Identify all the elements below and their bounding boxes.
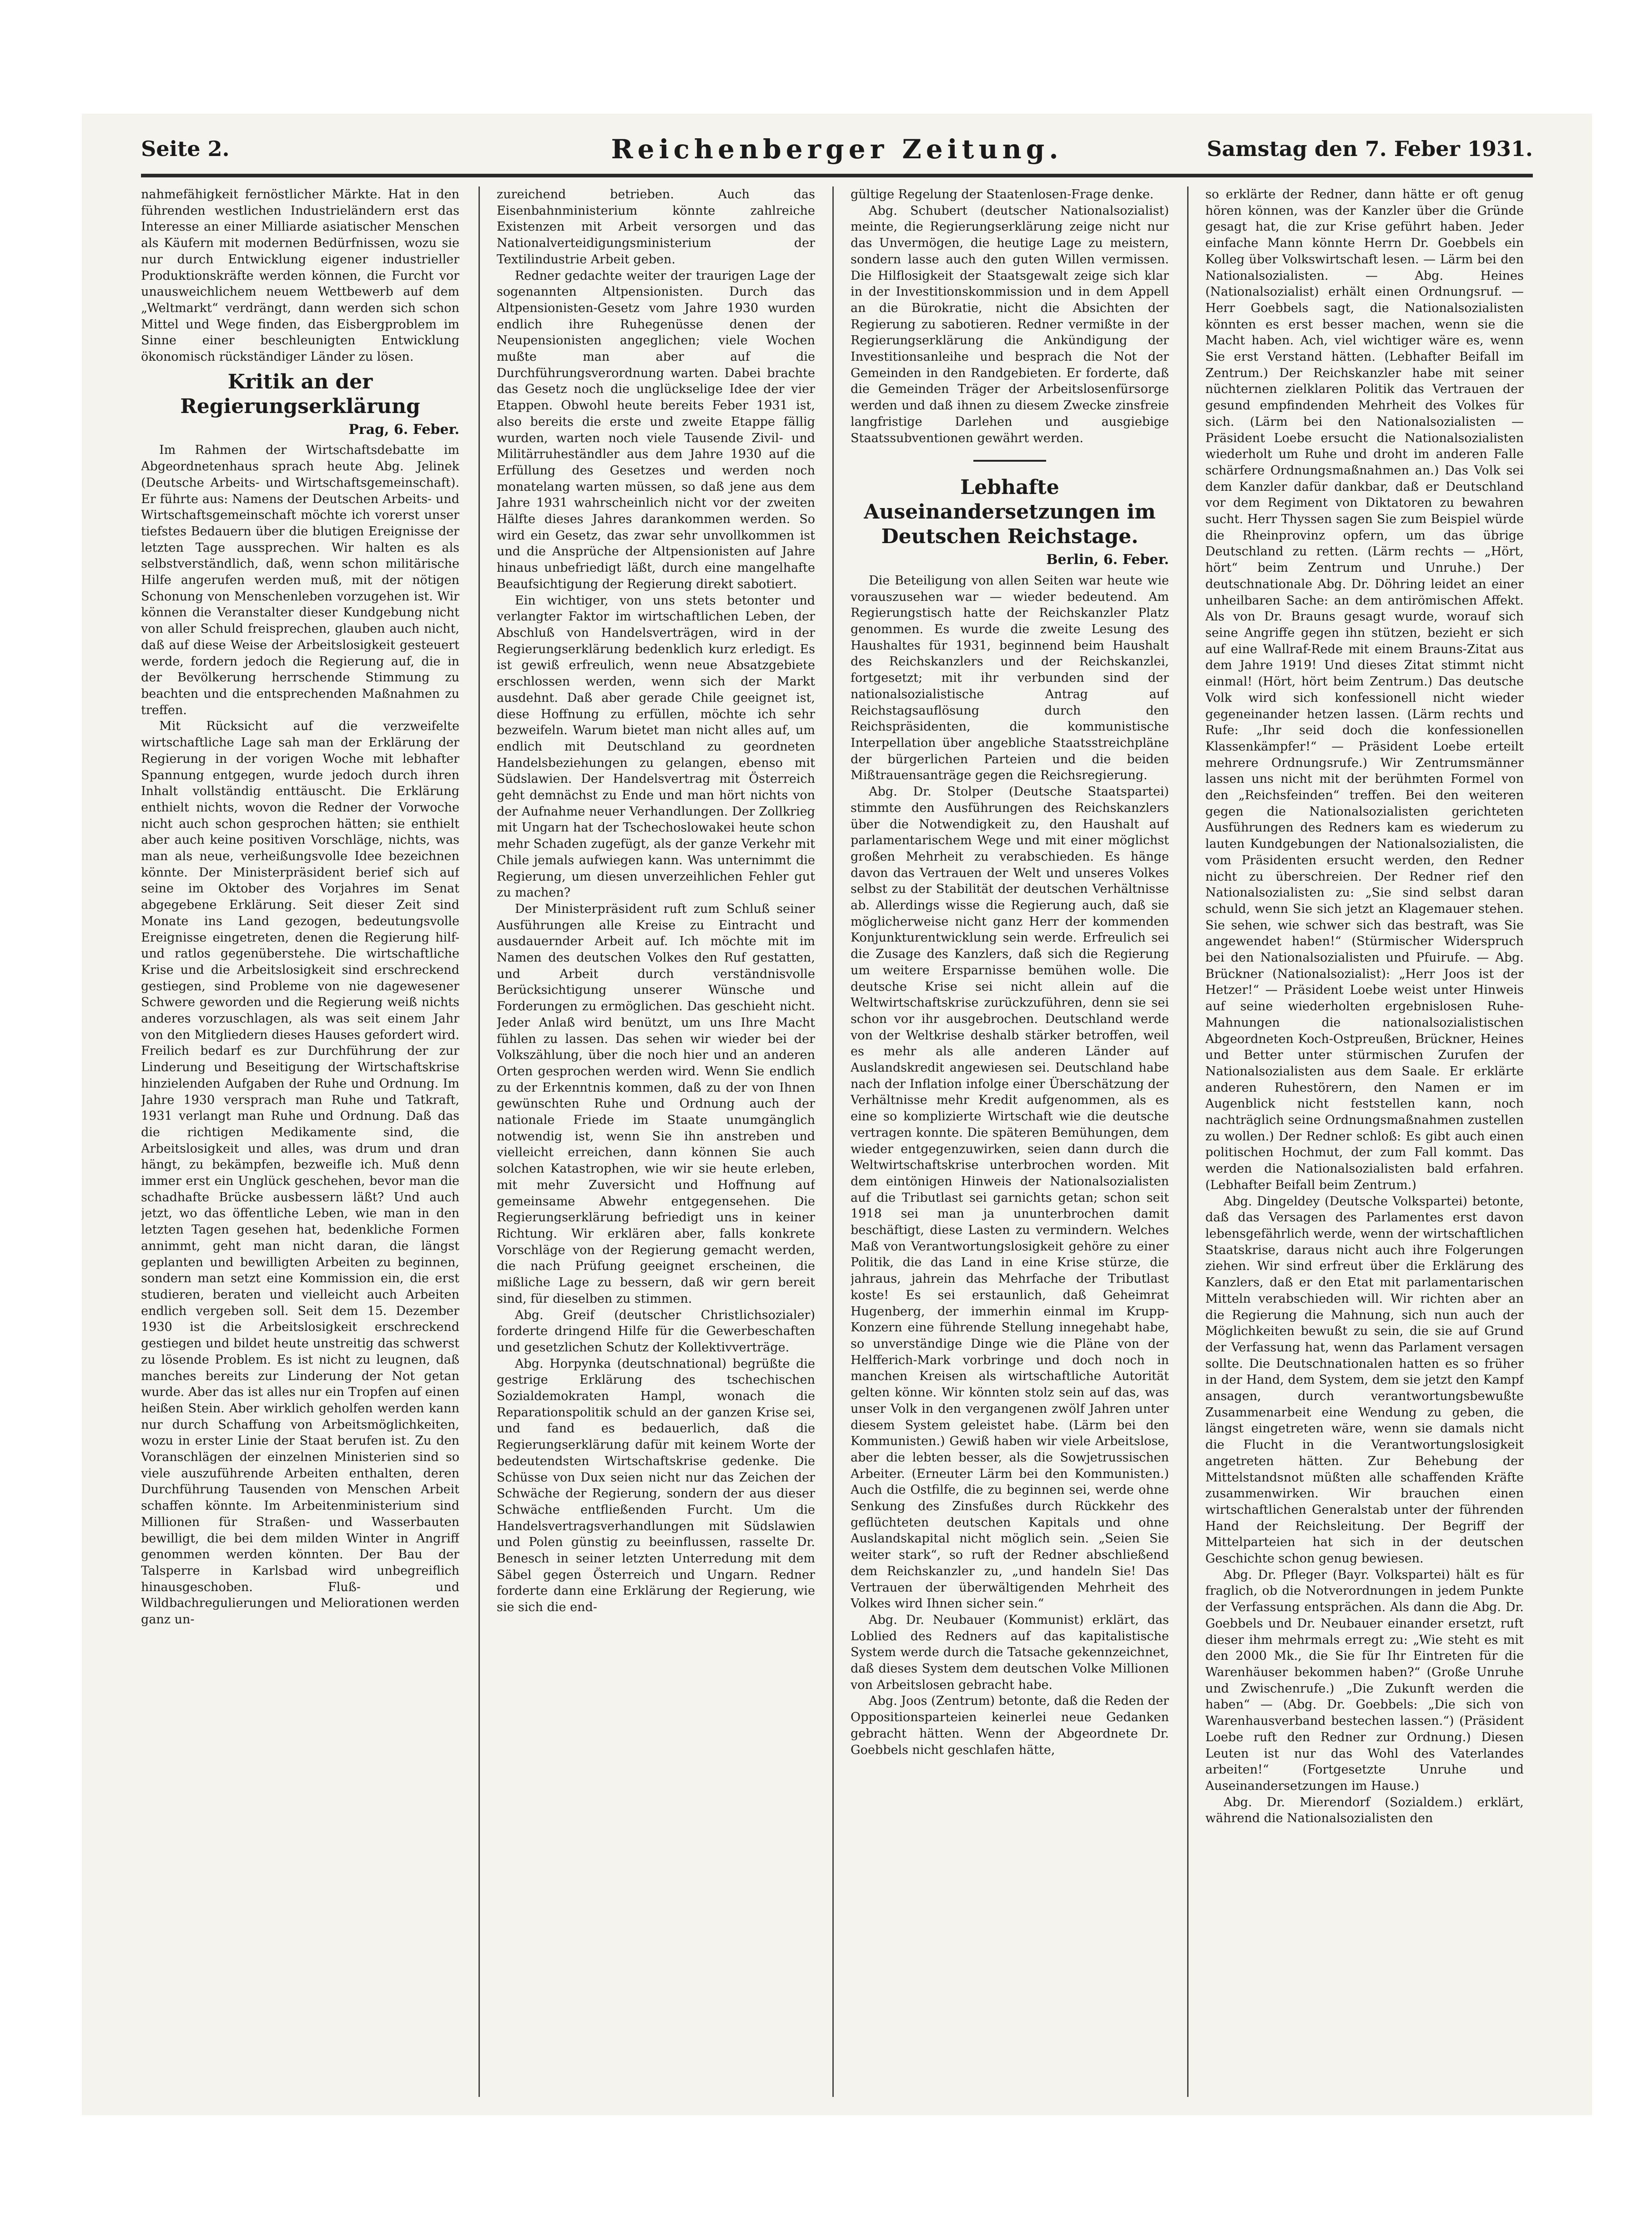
article-paragraph: Abg. Horpynka (deutschnational) begrüßte die gestrige Erklärung des tschechischen Sozialdemokraten Hampl, wonach die Reparationspolitik schuld an der ganzen Krise sei, und fand es bedauerlich, daß die Regierungserklärung dafür mit keinem Worte der bedeutendsten Wirtschaftskrise gedenke. Die Schüsse von Dux seien nicht nur das Zeichen der Schwäche der Regierung, sondern der aus dieser Schwäche entfließenden Furcht. Um die Handelsvertragsverhandlungen mit Südslawien und Polen günstig zu beeinflussen, rasselte Dr. Benesch in seiner letzten Unterredung mit dem Säbel gegen Österreich und Ungarn. Redner forderte dann eine Erklärung der Regierung, wie sie sich die end-	[497, 1356, 815, 1615]
column-2	[497, 186, 815, 2097]
article-paragraph: Abg. Dr. Pfleger (Bayr. Volkspartei) hält es für fraglich, ob die Notverordnungen in jedem Punkte der Verfassung entsprächen. Als dann die Abg. Dr. Goebbels und Dr. Neubauer einander ersetzt, ruft dieser ihm mehrmals erregt zu: „Wie steht es mit den 2000 Mk., die Sie für Ihr Eintreten für die Warenhäuser bekommen haben?“ (Große Unruhe und Zwischenrufe.) „Die Zukunft werden die haben“ — (Abg. Dr. Goebbels: „Die sich von Warenhausverband bestechen lassen.“) (Präsident Loebe ruft den Redner zur Ordnung.) Diesen Leuten ist nur das Wohl des Vaterlandes arbeiten!“ (Fortgesetzte Unruhe und Auseinandersetzungen im Hause.)	[1205, 1567, 1524, 1793]
masthead: Reichenberger Zeitung.	[611, 134, 1063, 165]
article-paragraph: Die Beteiligung von allen Seiten war heute wie vorauszusehen war — wieder bedeutend. Am Regierungstisch hatte der Reichskanzler Platz genommen. Es wurde die zweite Lesung des Haushaltes für 1931, beginnend beim Haushalt des Reichskanzlers und der Reichskanzlei, fortgesetzt; mit ihr verbunden sind der nationalsozialistische Antrag auf Reichstagsauflösung durch den Reichspräsidenten, die kommunistische Interpellation über angebliche Staatsstreichpläne der bürgerlichen Parteien und die beiden Mißtrauensanträge gegen die Reichsregierung.	[851, 573, 1169, 783]
article-paragraph: Im Rahmen der Wirtschaftsdebatte im Abgeordnetenhaus sprach heute Abg. Jelinek (Deutsche Arbeits- und Wirtschaftsgemeinschaft). Er führte aus: Namens der Deutschen Arbeits- und Wirtschaftsgemeinschaft möchte ich vorerst unser tiefstes Bedauern über die blutigen Ereignisse der letzten Tage aussprechen. Wir halten es als selbstverständlich, daß, wenn schon militärische Hilfe angerufen werden muß, mit der nötigen Schonung von Menschenleben vorzugehen ist. Wir können die Veranstalter dieser Kundgebung nicht von aller Schuld freisprechen, glauben auch nicht, daß auf diese Weise der Arbeitslosigkeit gesteuert werde, fordern jedoch die Regierung auf, die in der Bevölkerung herrschende Stimmung zu beachten und die entsprechenden Maßnahmen zu treffen.	[141, 443, 459, 717]
header-rule	[141, 174, 1533, 177]
column-3	[851, 186, 1169, 2097]
article-paragraph: Abg. Greif (deutscher Christlichsozialer) forderte dringend Hilfe für die Gewerbeschaften und gesetzlichen Schutz der Kollektivverträge.	[497, 1308, 815, 1355]
page-header	[141, 127, 1533, 177]
article-paragraph: Abg. Dr. Mierendorf (Sozialdem.) erklärt, während die Nationalsozialisten den	[1205, 1795, 1524, 1826]
article-paragraph: Abg. Dr. Neubauer (Kommunist) erklärt, das Loblied des Redners auf das kapitalistische System werde durch die Tatsache gekennzeichnet, daß dieses System dem deutschen Volke Millionen von Arbeitslosen gebracht habe.	[851, 1612, 1169, 1692]
column-1	[141, 186, 459, 2097]
article-paragraph: Mit Rücksicht auf die verzweifelte wirtschaftliche Lage sah man der Erklärung der Regierung in der vorigen Woche mit lebhafter Spannung entgegen, wurde jedoch durch ihren Inhalt vollständig enttäuscht. Die Erklärung enthielt nichts, wovon die Redner der Vorwoche nicht auch schon gesprochen hätten; sie enthielt aber auch keine positiven Vorschläge, nichts, was man als neue, verheißungsvolle Idee bezeichnen könnte. Der Ministerpräsident berief sich auf seine im Oktober des Vorjahres im Senat abgegebene Erklärung. Seit dieser Zeit sind Monate ins Land gezogen, bedeutungsvolle Ereignisse eingetreten, denen die Regierung hilf- und ratlos gegenüberstehe. Die wirtschaftliche Krise und die Arbeitslosigkeit sind erschreckend gestiegen, sind Probleme von nie dagewesener Schwere geworden und die Regierung weiß nichts anderes vorzuschlagen, als was seit einem Jahr von den Mitgliedern dieses Hauses gefordert wird. Freilich bedarf es zur Durchführung der zur Linderung und Beseitigung der Wirtschaftskrise hinzielenden Aufgaben der Ruhe und Ordnung. Im Jahre 1930 versprach man Ruhe und Tatkraft, 1931 verlangt man Ruhe und Ordnung. Daß das die richtigen Medikamente sind, die Arbeitslosigkeit und alles, was drum und dran hängt, zu bekämpfen, bezweifle ich. Muß denn immer erst ein Unglück geschehen, bevor man die schadhafte Brücke ausbessern läßt? Und auch jetzt, wo das öffentliche Leben, wie man in den letzten Tagen gesehen hat, bedenkliche Formen annimmt, geht man nicht daran, die längst geplanten und bewilligten Arbeiten zu beginnen, sondern man setzt eine Kommission ein, die erst studieren, beraten und vielleicht auch Arbeiten endlich vergeben soll. Seit dem 15. Dezember 1930 ist die Arbeitslosigkeit erschreckend gestiegen und bildet heute unstreitig das schwerst zu lösende Problem. Es ist nicht zu leugnen, daß manches bereits zur Linderung der Not getan wurde. Aber das ist alles nur ein Tropfen auf einen heißen Stein. Aber wirklich geholfen werden kann nur durch Schaffung von Arbeitsmöglichkeiten, wozu in erster Linie der Staat berufen ist. Zu den Voranschlägen der einzelnen Ministerien sind so viele auszuführende Arbeiten enthalten, deren Durchführung Tausenden von Menschen Arbeit schaffen könnte. Im Arbeitenministerium sind Millionen für Straßen- und Wasserbauten bewilligt, die bei dem milden Winter in Angriff genommen werden könnten. Der Bau der Talsperre in Karlsbad wird unbegreiflich hinausgeschoben. Fluß- und Wildbachregulierungen und Meliorationen werden ganz un-	[141, 719, 459, 1627]
article-paragraph: Abg. Schubert (deutscher Nationalsozialist) meinte, die Regierungserklärung zeige nicht nur das Unvermögen, die heutige Lage zu meistern, sondern lasse auch den guten Willen vermissen. Die Hilflosigkeit der Staatsgewalt zeige sich klar in der Investitionskommission und in dem Appell an die Bürokratie, nicht die Absichten der Regierung zu sabotieren. Redner vermißte in der Regierungserklärung die Ankündigung der Investitionsanleihe und besprach die Not der Gemeinden in den Randgebieten. Er forderte, daß die Gemeinden Träger der Arbeitslosenfürsorge werden und daß ihnen zu diesem Zwecke zinsfreie langfristige Darlehen und ausgiebige Staatssubventionen gewährt werden.	[851, 203, 1169, 445]
article-reichstag	[851, 475, 1169, 1758]
article-paragraph: Abg. Dingeldey (Deutsche Volkspartei) betonte, daß das Versagen des Parlamentes erst davon lebensgefährlich werde, wenn der wirtschaftlichen Staatskrise, daraus nicht auch ihre Folgerungen ziehen. Wir sind erfreut über die Erklärung des Kanzlers, daß er den Etat mit parlamentarischen Mitteln verabschieden will. Wir richten aber an die Regierung die Mahnung, sich nun auch der Möglichkeiten bewußt zu sein, die sie auf Grund der Verfassung hat, wenn das Parlament versagen sollte. Die Deutschnationalen hatten es so früher in der Hand, dem System, dem sie jetzt den Kampf ansagen, durch verantwortungsbewußte Zusammenarbeit eine Wendung zu geben, die längst eingetreten wäre, wenn sie damals nicht die Flucht in die Verantwortungslosigkeit angetreten hätten. Zur Behebung der Mittelstandsnot müßten alle schaffenden Kräfte zusammenwirken. Wir brauchen einen wirtschaftlichen Generalstab unter der führenden Hand der Reichsleitung. Der Begriff der Mittelparteien hat sich in der deutschen Geschichte schon genug bewiesen.	[1205, 1194, 1524, 1566]
article-headline: Kritik an der Regierungserklärung	[180, 370, 420, 418]
article-paragraph: Der Ministerpräsident ruft zum Schluß seiner Ausführungen alle Kreise zu Eintracht und ausdauernder Arbeit auf. Ich möchte mit im Namen des deutschen Volkes den Ruf gestatten, und Arbeit durch verständnisvolle Berücksichtigung unserer Wünsche und Forderungen zu ermöglichen. Das geschieht nicht. Jeder Anlaß wird benützt, um uns Ihre Macht fühlen zu lassen. Das sehen wir wieder bei der Volkszählung, über die noch hier und an anderen Orten gesprochen werden wird. Wenn Sie endlich zu der Erkenntnis kommen, daß zu der von Ihnen gewünschten Ruhe und Ordnung auch der nationale Friede im Staate unumgänglich notwendig ist, wenn Sie ihn anstreben und vielleicht erreichen, dann können Sie auch solchen Katastrophen, wie wir sie heute erleben, mit mehr Zuversicht und Hoffnung auf gemeinsame Abwehr entgegensehen. Die Regierungserklärung befriedigt uns in keiner Richtung. Wir erklären aber, falls konkrete Vorschläge von der Regierung gemacht werden, die nach Prüfung geeignet erscheinen, die mißliche Lage zu bessern, daß wir gern bereit sind, für dieselben zu stimmen.	[497, 902, 815, 1306]
article-continuation: nahmefähigkeit fernöstlicher Märkte. Hat in den führenden westlichen Industrieländern erst das Interesse an einer Milliarde asiatischer Menschen als Käufern mit modernen Bedürfnissen, wozu sie nur durch Entwicklung eigener industrieller Produktionskräfte werden können, die Furcht vor unausweichlichem neuem Wettbewerb auf dem „Weltmarkt“ verdrängt, dann werden sich schon Mittel und Wege finden, das Eisbergproblem im Sinne einer beschleunigten Entwicklung ökonomisch rückständiger Länder zu lösen.	[141, 187, 459, 364]
article-paragraph: so erklärte der Redner, dann hätte er oft genug hören können, was der Kanzler über die Gründe gesagt hat, die zur Krise geführt haben. Jeder einfache Mann könnte Herrn Dr. Goebbels ein Kolleg über Volkswirtschaft lesen. — Lärm bei den Nationalsozialisten. — Abg. Heines (Nationalsozialist) erhält einen Ordnungsruf. — Herr Goebbels sagt, die Nationalsozialisten könnten es erst besser machen, wenn sie die Macht haben. Ach, viel wichtiger wäre es, wenn Sie erst Verstand hätten. (Lebhafter Beifall im Zentrum.) Der Reichskanzler habe mit seiner nüchternen zielklaren Politik das Vertrauen der gesund empfindenden Mehrheit des Volkes für sich. (Lärm bei den Nationalsozialisten — Präsident Loebe ersucht die Nationalsozialisten wiederholt um Ruhe und droht im anderen Falle schärfere Ordnungsmaßnahmen an.) Das Volk sei dem Kanzler dafür dankbar, daß er Deutschland vor dem Regiment von Diktatoren zu bewahren sucht. Herr Thyssen sagen Sie zum Beispiel würde die Rheinprovinz opfern, um das übrige Deutschland zu retten. (Lärm rechts — „Hört, hört“ beim Zentrum und Unruhe.) Der deutschnationale Abg. Dr. Döhring leidet an einer unheilbaren Sache: an dem antirömischen Affekt. Als von Dr. Brauns gesagt wurde, worauf sich seine Angriffe gegen ihn stützen, bezieht er sich auf eine Wallraf-Rede mit einem Brauns-Zitat aus dem Jahre 1919! Und dieses Zitat stimmt nicht einmal! (Hört, hört beim Zentrum.) Das deutsche Volk wird sich konfessionell nicht wieder gegeneinander hetzen lassen. (Lärm rechts und Rufe: „Ihr seid doch die konfessionellen Klassenkämpfer!“ — Präsident Loebe erteilt mehrere Ordnungsrufe.) Wir Zentrumsmänner lassen uns nicht mit der berühmten Formel von den „Reichsfeinden“ treffen. Bei den weiteren gegen die Nationalsozialisten gerichteten Ausführungen des Redners kam es wiederum zu lauten Kundgebungen der Nationalsozialisten, die vom Präsidenten ersucht werden, den Redner nicht zu überschreien. Der Redner rief den Nationalsozialisten zu: „Sie sind selbst daran schuld, wenn Sie sich jetzt an Klagemauer stehen. Sie sehen, wie schwer sich das bestraft, was Sie angewendet haben!“ (Stürmischer Widerspruch bei den Nationalsozialisten und Pfuirufe. — Abg. Brückner (Nationalsozialist): „Herr Joos ist der Hetzer!“ — Präsident Loebe weist unter Hinweis auf seine wiederholten ergebnislosen Ruhe-Mahnungen die nationalsozialistischen Abgeordneten Koch-Ostpreußen, Brückner, Heines und Better unter stürmischen Zurufen der Nationalsozialisten aus dem Saale. Er erklärte anderen Ruhestörern, den Namen er im Augenblick nicht feststellen kann, noch nachträglich seine Ordnungsmaßnahmen zustellen zu wollen.) Der Redner schloß: Es gibt auch einen politischen Hochmut, der zum Fall kommt. Das werden die Nationalsozialisten bald erfahren. (Lebhafter Beifall beim Zentrum.)	[1205, 187, 1524, 1192]
article-paragraph: Redner gedachte weiter der traurigen Lage der sogenannten Altpensionisten. Durch das Altpensionisten-Gesetz vom Jahre 1930 wurden endlich ihre Ruhegenüsse denen der Neupensionisten angeglichen; viele Wochen mußte man aber auf die Durchführungsverordnung warten. Dabei brachte das Gesetz noch die unglückselige Idee der vier Etappen. Obwohl heute bereits Feber 1931 ist, also bereits die erste und zweite Etappe fällig wurden, warten noch viele Tausende Zivil- und Militärruheständler aus dem Jahre 1930 auf die Erfüllung des Gesetzes und werden noch monatelang warten müssen, so daß jene aus dem Jahre 1931 wahrscheinlich nicht vor der zweiten Hälfte dieses Jahres darankommen werden. So wird ein Gesetz, das zwar sehr unvollkommen ist und die Ansprüche der Altpensionisten auf Jahre hinaus unbefriedigt läßt, durch eine mangelhafte Beaufsichtigung der Regierung direkt sabotiert.	[497, 268, 815, 591]
article-jelinek	[141, 370, 459, 1628]
article-separator	[973, 460, 1046, 462]
article-paragraph: zureichend betrieben. Auch das Eisenbahnministerium könnte zahlreiche Existenzen mit Arbeit versorgen und das Nationalverteidigungsministerium der Textilindustrie Arbeit geben.	[497, 187, 815, 267]
article-paragraph: Abg. Dr. Stolper (Deutsche Staatspartei) stimmte den Ausführungen des Reichskanzlers über die Notwendigkeit zu, den Haushalt auf parlamentarischem Wege und mit einer möglichst großen Mehrheit zu verabschieden. Es hänge davon das Vertrauen der Welt und unseres Volkes selbst zu der Stabilität der deutschen Verhältnisse ab. Allerdings wisse die Regierung auch, daß sie möglicherweise nicht ganz Herr der kommenden Konjunkturentwicklung sein werde. Erfreulich sei die Zusage des Kanzlers, daß sich die Regierung um weitere Ersparnisse bemühen wolle. Die deutsche Krise sei nicht allein auf die Weltwirtschaftskrise zurückzuführen, denn sie sei schon vor ihr ausgebrochen. Deutschland werde von der Weltkrise deshalb stärker betroffen, weil es mehr als alle anderen Länder auf Auslandskredit angewiesen sei. Deutschland habe nach der Inflation infolge einer Überschätzung der Verhältnisse mehr Kredit aufgenommen, als es eine so komplizierte Wirtschaft wie die deutsche vertragen konnte. Die späteren Bemühungen, dem wieder entgegenzuwirken, seien dann durch die Weltwirtschaftskrise unterbrochen worden. Mit dem eintönigen Hinweis der Nationalsozialisten auf die Tributlast sei garnichts getan; schon seit 1918 sei man ja ununterbrochen damit beschäftigt, diese Lasten zu vermindern. Welches Maß von Verantwortungslosigkeit gehöre zu einer Politik, die das Land in eine Krise stürze, die jahraus, jahrein das Mehrfache der Tributlast koste! Es sei erstaunlich, daß Geheimrat Hugenberg, der immerhin einmal im Krupp-Konzern eine führende Stellung innegehabt habe, so unverständige Dinge wie die Pläne von der Helfferich-Mark vorbringe und doch noch in manchen Kreisen als wirtschaftliche Autorität gelten könne. Wir könnten stolz sein auf das, was unser Volk in den vergangenen zwölf Jahren unter diesem System geleistet habe. (Lärm bei den Kommunisten.) Gewiß haben wir viele Arbeitslose, aber die lebten besser, als die Sowjetrussischen Arbeiter. (Erneuter Lärm bei den Kommunisten.) Auch die Ostfilfe, die zu beginnen sei, werde ohne Senkung des Zinsfußes durch Rückkehr des geflüchteten deutschen Kapitals und ohne Auslandskapital nicht möglich sein. „Seien Sie weiter stark“, so ruft der Redner abschließend dem Reichskanzler zu, „und handeln Sie! Das Vertrauen der überwältigenden Mehrheit des Volkes wird Ihnen sicher sein.“	[851, 785, 1169, 1611]
newspaper-page	[82, 114, 1592, 2115]
article-paragraph: Ein wichtiger, von uns stets betonter und verlangter Faktor im wirtschaftlichen Leben, der Abschluß von Handelsverträgen, wird in der Regierungserklärung bedenklich kurz erledigt. Es ist gewiß erfreulich, wenn neue Absatzgebiete erschlossen werden, wenn sich der Markt ausdehnt. Daß aber gerade Chile geeignet ist, diese Hoffnung zu erfüllen, möchte ich sehr bezweifeln. Warum bietet man nicht alles auf, um endlich mit Deutschland zu geordneten Handelsbeziehungen zu gelangen, ebenso mit Südslawien. Der Handelsvertrag mit Österreich geht demnächst zu Ende und man hört nichts von der Aufnahme neuer Verhandlungen. Der Zollkrieg mit Ungarn hat der Tschechoslowakei heute schon mehr Schaden zugefügt, als der ganze Verkehr mit Chile jemals aufwiegen kann. Was unternimmt die Regierung, um diesen unverzeihlichen Fehler gut zu machen?	[497, 593, 815, 900]
article-headline: Lebhafte Auseinandersetzungen im Deutschen Reichstage.	[864, 476, 1156, 549]
article-paragraph: Abg. Joos (Zentrum) betonte, daß die Reden der Oppositionsparteien keinerlei neue Gedanken gebracht hätten. Wenn der Abgeordnete Dr. Goebbels nicht geschlafen hätte,	[851, 1694, 1169, 1757]
issue-date: Samstag den 7. Feber 1931.	[1207, 136, 1533, 161]
article-dateline: Prag, 6. Feber.	[348, 421, 459, 438]
columns	[141, 186, 1533, 2097]
column-divider	[832, 186, 834, 2097]
column-divider	[478, 186, 480, 2097]
page-number: Seite 2.	[141, 136, 230, 161]
article-dateline: Berlin, 6. Feber.	[1046, 552, 1169, 568]
column-4	[1205, 186, 1524, 2097]
column-divider	[1187, 186, 1189, 2097]
article-paragraph: gültige Regelung der Staatenlosen-Frage denke.	[851, 187, 1154, 202]
